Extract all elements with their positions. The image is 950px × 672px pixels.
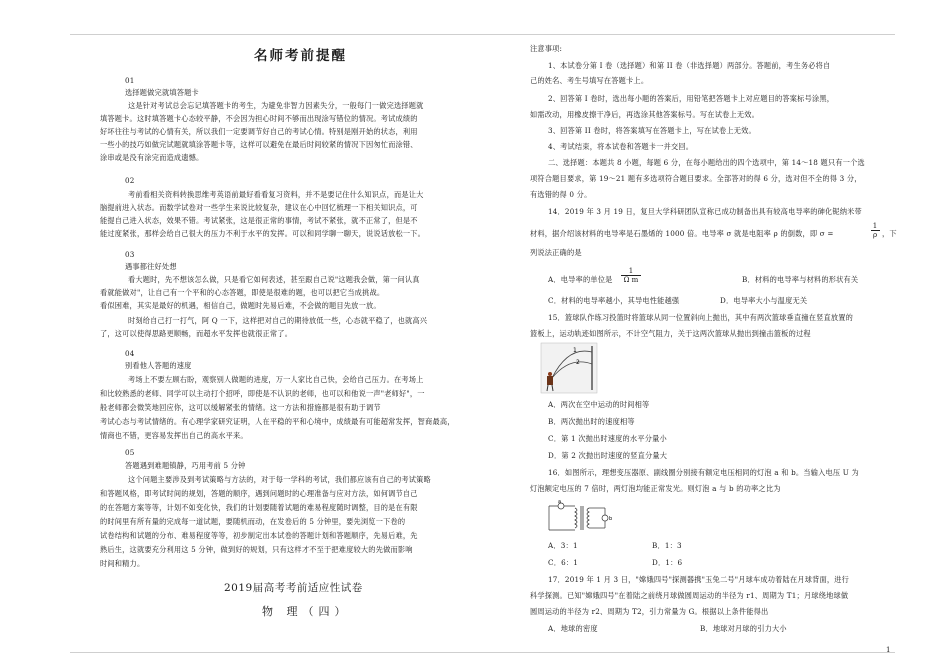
- paragraph-line: 和答题风格，即考试时间的规划，答题的顺序，遇到问题时的心理准备与应对方法，如何调节自己: [100, 489, 418, 498]
- q14-line: 材料，据介绍该材料的电导率是石墨烯的 1000 倍。电导率 σ 就是电阻率 ρ 的倒数，即 σ =: [530, 229, 834, 238]
- paragraph-line: 好坏往往与考试的心情有关，所以我们一定要调节好自己的考试心情。特别是刚开始的状态，利用: [100, 127, 418, 136]
- trajectory-label-1: 1: [573, 347, 577, 354]
- q17-line: 圆周运动的半径为 r2、周期为 T2，引力常量为 G。根据以上条件能得出: [530, 607, 769, 616]
- unit-formula: [620, 267, 642, 284]
- paragraph-line: 的在答题方案等等，计划不如变化快，我们的计划要随着试题的难易程度随时调整，目的是在有限: [100, 503, 418, 512]
- q15-option: B．两次抛出时的速度相等: [548, 417, 635, 426]
- paragraph-line: 考前看相关资料转换思维考英语前最好看看复习资料，并不是要记住什么知识点，而是让大: [128, 190, 424, 199]
- q16-option-c: C．6：1: [548, 558, 579, 567]
- section2-line: 二、选择题：本题共 8 小题，每题 6 分，在每小题给出的四个选项中，第 14～18 题只有一个选: [548, 158, 865, 167]
- bottom-rule: [70, 652, 895, 653]
- notice-line: 4、考试结束，将本试卷和答题卡一并交回。: [548, 142, 694, 151]
- basketball-figure: [540, 342, 598, 394]
- section-heading: 遇事都往好处想: [125, 262, 177, 271]
- section-number: 03: [125, 250, 135, 259]
- notice-line: 1、本试卷分第 I 卷（选择题）和第 II 卷（非选择题）两部分。答题前，考生务必将自: [548, 61, 831, 70]
- paragraph-line: 看似困难，其实是最好的机遇，相信自己，做题时先易后难，不会做的题目先放一放。: [100, 301, 381, 310]
- q16-line: 16．如图所示，理想变压器原、副线圈分别接有额定电压相同的灯泡 a 和 b。当输入电压 U 为: [548, 468, 859, 477]
- q17-line: 17．2019 年 1 月 3 日，"嫦娥四号"探测器携"玉兔二号"月球车成功着陆在月球背面，进行: [548, 575, 850, 584]
- q14-option-c: C．材料的电导率越小，其导电性能越强: [548, 296, 680, 305]
- section-number: 01: [125, 76, 135, 85]
- unit-denominator: Ω m: [623, 276, 639, 284]
- section-heading: 选择题做完就填答题卡: [125, 88, 199, 97]
- paragraph-line: 一些小的技巧如做完试题就填涂答题卡等，这样可以避免在最后时间较紧的情况下因匆忙而涂错、: [100, 140, 418, 149]
- paragraph-line: 的时间里有所有量的完成每一道试题，要随机而动，在发卷后的 5 分钟里，要先浏览一下卷的: [100, 517, 406, 526]
- q15-option: C．第 1 次抛出时速度的水平分量小: [548, 434, 667, 443]
- q14-option-a: A．电导率的单位是: [548, 275, 613, 284]
- formula-denominator: ρ: [872, 231, 878, 239]
- q17-line: 科学探测。已知"嫦娥四号"在着陆之前绕月球做圆周运动的半径为 r1、周期为 T1；月球绕地球做: [530, 591, 849, 600]
- lamp-a-label: a: [558, 500, 562, 505]
- section-number: 02: [125, 176, 135, 185]
- q14-line: 14．2019 年 3 月 19 日，复旦大学科研团队宣称已成功制备出具有较高电导率的砷化铌纳米带: [548, 207, 862, 216]
- q14-option-d: D．电导率大小与温度无关: [720, 296, 808, 305]
- exam-title: 2019届高考考前适应性试卷: [224, 582, 363, 594]
- q16-option-b: B．1：3: [652, 541, 682, 550]
- notice-line: 己的姓名、考生号填写在答题卡上。: [530, 76, 649, 85]
- exam-subject: 物 理（四）: [262, 605, 351, 618]
- paragraph-line: 填答题卡。这时填答题卡心态较平静，不会因为担心时间不够而出现涂写错位的情况。考试成绩的: [100, 114, 418, 123]
- paragraph-line: 般老师都会微笑地回应你，这可以缓解紧张的情绪。这一方法和措施都是很有助于调节: [100, 403, 381, 412]
- paragraph-line: 考场上不要左顾右盼，观察别人做题的进度，万一人家比自己快，会给自己压力。在考场上: [128, 375, 424, 384]
- notice-line: 如需改动，用橡皮擦干净后，再选涂其他答案标号。写在试卷上无效。: [530, 110, 760, 119]
- sigma-formula: [870, 222, 880, 239]
- left-title: 名师考前提醒: [254, 48, 347, 64]
- paragraph-line: 能过度紧张，那样会给自己很大的压力不利于水平的发挥。可以和同学聊一聊天，说说话放松一下。: [100, 229, 426, 238]
- q15-line: 15．篮球队作练习投篮时将篮球从同一位置斜向上抛出，其中有两次篮球垂直撞在竖直放置的: [548, 313, 854, 322]
- paragraph-line: 时刻给自己打一打气，阿 Q 一下，这样把对自己的期待放低一些，心态就平稳了，也就高兴: [128, 316, 428, 325]
- transformer-circuit-figure: [545, 500, 615, 536]
- top-rule: [70, 34, 895, 35]
- q17-option-a: A．地球的密度: [548, 624, 598, 633]
- section-heading: 答题遇到难题镇静，巧用考前 5 分钟: [125, 461, 246, 470]
- q16-option-d: D．1：6: [652, 558, 683, 567]
- q17-option-b: B．地球对月球的引力大小: [700, 624, 787, 633]
- paragraph-line: 考试心态与考试情绪的。有心理学家研究证明，人在平稳的平和心境中，成绩最有可能超常发挥，智商最高，: [100, 417, 455, 426]
- section-heading: 别看他人答题的速度: [125, 361, 192, 370]
- paragraph-line: 看大题时，先不想该怎么做，只是看它如何表述，甚至跟自己说"这题我会做，第一问认真: [128, 275, 420, 284]
- q15-option: D．第 2 次抛出时速度的竖直分量大: [548, 451, 668, 460]
- q16-option-a: A．3：1: [548, 541, 578, 550]
- paragraph-line: 涂串或是没有涂完而造成遗憾。: [100, 153, 204, 162]
- page-number: 1: [886, 646, 891, 654]
- section2-line: 有选错的得 0 分。: [530, 190, 592, 199]
- formula-numerator: 1: [872, 222, 878, 230]
- q16-line: 灯泡额定电压的 7 倍时，两灯泡均能正常发光。则灯泡 a 与 b 的功率之比为: [530, 484, 781, 493]
- paragraph-line: 时间和精力。: [100, 559, 145, 568]
- paragraph-line: 能提自己进入状态，效果不错。考试紧张，这是很正常的事情，考试不紧张，就不正常了，但是不: [100, 216, 418, 225]
- paragraph-line: 这是针对考试总会忘记填答题卡的考生，为避免非智力因素失分，一般每门一做完选择题就: [128, 101, 424, 110]
- q14-line-tail: ，下: [882, 229, 897, 238]
- paragraph-line: 情商也不错，更容易发挥出自己的高水平来。: [100, 431, 248, 440]
- unit-numerator: 1: [628, 267, 634, 275]
- notice-line: 2、回答第 I 卷时，选出每小题的答案后，用铅笔把答题卡上对应题目的答案标号涂黑，: [548, 94, 835, 103]
- q15-line: 篮板上，运动轨迹如图所示，不计空气阻力，关于这两次篮球从抛出到撞击篮板的过程: [530, 329, 811, 338]
- section-number: 04: [125, 349, 135, 358]
- paragraph-line: 这个问题主要涉及到考试策略与方法的，对于每一学科的考试，我们都应该有自己的考试策略: [128, 475, 431, 484]
- section2-line: 项符合题目要求，第 19～21 题有多选项符合题目要求。全部答对的得 6 分，选对但不全的得 3 分，: [530, 174, 862, 183]
- paragraph-line: 和比较熟悉的老师、同学可以主动打个招呼，即使是不认识的老师，也可以和他说一声"老师好"，一: [100, 389, 425, 398]
- section-number: 05: [125, 448, 135, 457]
- notice-title: 注意事项:: [530, 44, 563, 53]
- paragraph-line: 试卷结构和试题的分布、难易程度等等，初步制定出本试卷的答题计划和答题顺序，先易后难，先: [100, 531, 418, 540]
- trajectory-label-2: 2: [576, 359, 580, 366]
- q14-line: 列说法正确的是: [530, 248, 582, 257]
- q14-option-b: B．材料的电导率与材料的形状有关: [742, 275, 859, 284]
- paragraph-line: 脑提前进入状态。而数学试卷对一些学生来说比较复杂，建议在心中回忆梳理一下相关知识点，可: [100, 203, 418, 212]
- notice-line: 3、回答第 II 卷时，将答案填写在答题卡上，写在试卷上无效。: [548, 126, 756, 135]
- q15-option: A．两次在空中运动的时间相等: [548, 400, 650, 409]
- paragraph-line: 看就能做对"，让自己有一个平和的心态答题，即使是很难的题，也可以把它当成挑战。: [100, 288, 385, 297]
- lamp-b-label: b: [609, 516, 613, 522]
- paragraph-line: 熟后生，这就要充分利用这 5 分钟，做到好的规划，只有这样才不至于把难度较大的先做而影响: [100, 545, 413, 554]
- paragraph-line: 了，这可以使得思路更顺畅，而超水平发挥也就很正常了。: [100, 329, 293, 338]
